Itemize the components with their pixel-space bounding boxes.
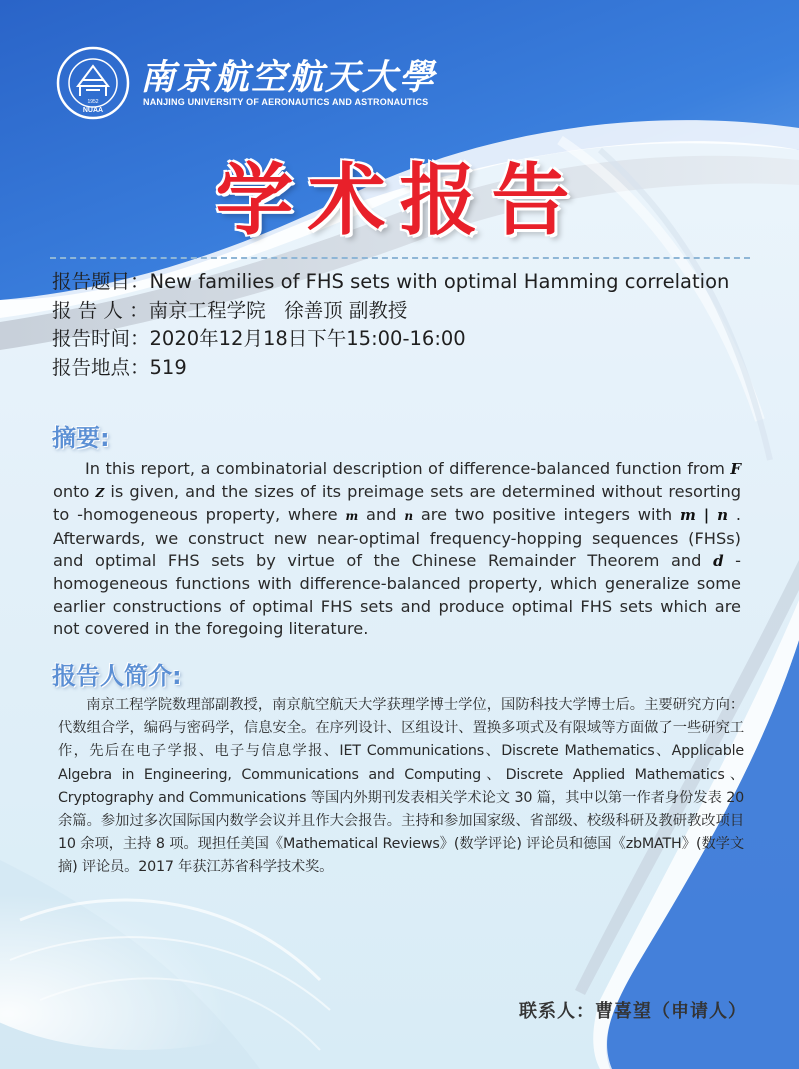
bio-heading: 报告人简介: (52, 662, 182, 690)
topic-value: New families of FHS sets with optimal Hamming correlation (149, 270, 730, 293)
contact-person: 联系人：曹喜望（申请人） (519, 1001, 747, 1022)
speaker-value: 南京工程学院 徐善顶 副教授 (148, 298, 408, 322)
university-name-cn: 南京航空航天大學 (140, 57, 437, 98)
bio-text: 南京工程学院数理部副教授，南京航空航天大学获理学博士学位，国防科技大学博士后。主要研究方向：代数组合学，编码与密码学，信息安全。在序列设计、区组设计、置换多项式及有限域等方面做了一些研究工作，先后在电子学报、电子与信息学报、IET Communications、Discrete Mathematics、Applicable Algebra in Engineering, Communications and Computing、Discrete Applied Mathematics、Cryptography and Communications 等国内外期刊发表相关学术论文 30 篇，其中以第一作者身份发表 20 余篇。参加过多次国际国内数学会议并且作大会报告。主持和参加国家级、省部级、校级科研及教研教改项目 10 余项，主持 8 项。现担任美国《Mathematical Reviews》(数学评论) 评论员和德国《zbMATH》(数学文摘) 评论员。2017 年获江苏省科学技术奖。 (58, 697, 744, 876)
seal-text-nuaa: NUAA (82, 107, 104, 114)
symbol-m-divides-n: m | n (679, 506, 729, 525)
topic-label: 报告题目： (52, 270, 150, 293)
speaker-row (52, 297, 772, 326)
poster-title: 学术报告 (215, 156, 584, 246)
place-label: 报告地点： (52, 355, 150, 379)
seal-year: 1952 (87, 99, 99, 105)
university-name-en: NANJING UNIVERSITY OF AERONAUTICS AND ASTRONAUTICS (143, 97, 429, 107)
university-seal-logo (56, 46, 130, 120)
speaker-label: 报 告 人 ： (52, 298, 149, 322)
topic-row (52, 268, 772, 297)
divider (50, 257, 750, 259)
place-value: 519 (149, 355, 187, 379)
time-label: 报告时间： (52, 327, 150, 350)
symbol-zn: Z (95, 485, 105, 500)
time-value: 2020年12月18日下午15:00-16:00 (149, 327, 466, 350)
symbol-fq: F (730, 460, 741, 478)
symbol-m: m (345, 509, 359, 524)
abstract-heading: 摘要: (52, 424, 110, 452)
abstract-text: In this report, a combinatorial description of difference-balanced function from F onto Z is given, and the sizes of its preimage sets are determined without resorting to -homogeneous property, where m and n are two positive integers with m | n . Afterwards, we construct new near-optimal frequency-hopping sequences (FHSs) and optimal FHS sets by virtue of the Chinese Remainder Theorem and d -homogeneous functions with difference-balanced property, which generalize some earlier constructions of optimal FHS sets and produce optimal FHS sets which are not covered in the foregoing literature. (53, 459, 741, 639)
time-row (52, 325, 772, 354)
place-row (52, 354, 772, 383)
lecture-info (52, 268, 772, 382)
symbol-d: d (713, 552, 724, 571)
symbol-n: n (404, 509, 414, 524)
